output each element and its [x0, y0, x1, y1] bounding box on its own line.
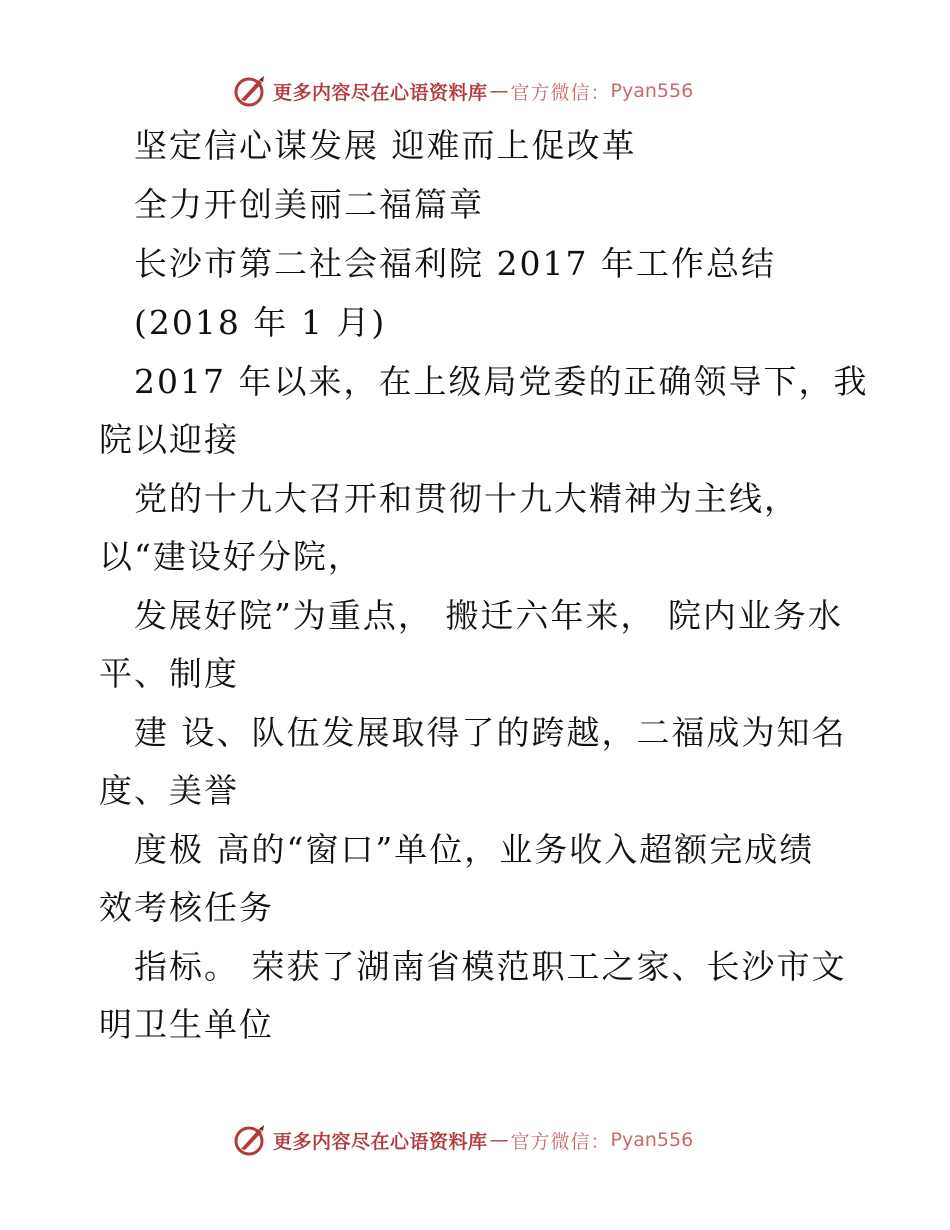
doc-text-line: 效考核任务 — [99, 888, 274, 927]
quill-circle-icon — [233, 74, 267, 108]
doc-text-line: 指标。 荣获了湖南省模范职工之家、长沙市文 — [134, 947, 847, 986]
doc-text-line: 院以迎接 — [99, 420, 239, 459]
watermark-label: 官方微信： — [510, 81, 611, 104]
doc-text-line: 建 设、队伍发展取得了的跨越，二福成为知名 — [134, 713, 847, 752]
doc-text-line: 2017 年以来，在上级局党委的正确领导下，我 — [134, 362, 869, 401]
doc-date-line: (2018 年 1 月) — [134, 303, 387, 342]
watermark-label: 官方微信： — [510, 1130, 611, 1153]
watermark-wechat-id: Pyan556 — [610, 80, 694, 102]
doc-title-line-3: 长沙市第二社会福利院 2017 年工作总结 — [134, 244, 776, 283]
footer-watermark — [233, 1122, 693, 1158]
doc-text-line: 明卫生单位 — [99, 1005, 274, 1044]
watermark-brand: 更多内容尽在心语资料库 — [273, 81, 488, 104]
watermark-separator: — — [489, 1129, 509, 1151]
doc-title-line-2: 全力开创美丽二福篇章 — [134, 185, 484, 224]
doc-text-line: 以“建设好分院， — [99, 537, 363, 576]
doc-text-line: 党的十九大召开和贯彻十九大精神为主线， — [134, 479, 799, 518]
doc-text-line: 平、制度 — [99, 654, 239, 693]
watermark-brand: 更多内容尽在心语资料库 — [273, 1130, 488, 1153]
doc-title-line-1: 坚定信心谋发展 迎难而上促改革 — [134, 126, 637, 165]
watermark-wechat-id: Pyan556 — [610, 1129, 694, 1151]
doc-text-line: 度极 高的“窗口”单位，业务收入超额完成绩 — [134, 830, 815, 869]
watermark-separator: — — [489, 80, 509, 102]
doc-text-line: 发展好院”为重点， 搬迁六年来， 院内业务水 — [134, 596, 843, 635]
doc-text-line: 度、美誉 — [99, 771, 239, 810]
quill-circle-icon — [233, 1123, 267, 1157]
header-watermark — [233, 73, 693, 109]
